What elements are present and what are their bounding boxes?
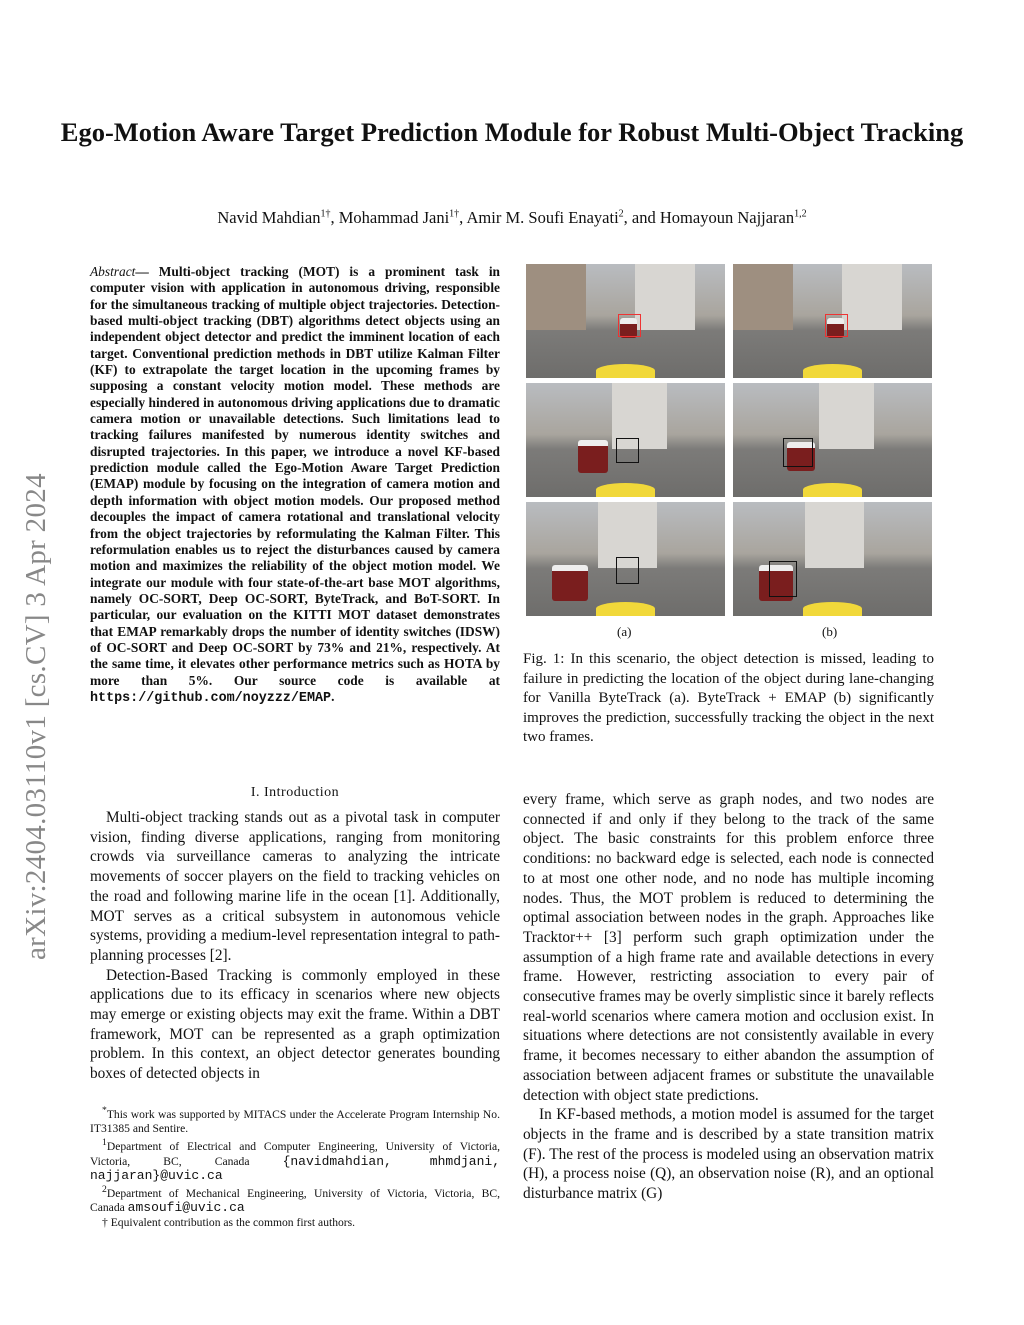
paragraph: Detection-Based Tracking is commonly employed in these applications due to its efficacy in scenarios where new objects may emerge or existing objects may exit the frame. Within a DBT framework, MOT can be represented as a graph optimization problem. In this context, an object detector generates bounding boxes of detected objects in: [90, 966, 500, 1083]
author-affiliation-mark: 1†: [320, 208, 331, 220]
paragraph: In KF-based methods, a motion model is assumed for the target objects in the frame and is described by a state transition matrix (F). The rest of the process is modeled using an observation matrix (H), a process noise (Q), an observation noise (R), and an optional disturbance matrix (G): [523, 1106, 934, 1203]
arxiv-identifier: arXiv:2404.03110v1 [cs.CV] 3 Apr 2024: [20, 473, 52, 960]
abstract-text: — Multi-object tracking (MOT) is a prominent task in computer vision with application in autonomous driving, responsible for the simultaneous tracking of multiple object trajectories. Detection-based multi-object tracking (DBT) algorithms detect objects using an independent object detector and predict the imminent location of each target. Conventional prediction methods in DBT utilize Kalman Filter (KF) to extrapolate the target location in the upcoming frames by supposing a constant velocity motion model. These methods are especially hindered in autonomous driving applications due to dramatic camera motion or unavailable detections. Such limitations lead to tracking failures manifested by numerous identity switches and disrupted trajectories. In this paper, we introduce a novel KF-based prediction module called the Ego-Motion Aware Target Prediction (EMAP) module by focusing on the integration of camera motion and depth information with object motion models. Our proposed method decouples the impact of camera rotational and translational velocity from the object trajectories by reformulating the Kalman Filter. This reformulation enables us to reject the disturbances caused by camera motion and maximizes the reliability of the object motion model. We integrate our module with four state-of-the-art base MOT algorithms, namely OC-SORT, Deep OC-SORT, ByteTrack, and BoT-SORT. In particular, our evaluation on the KITTI MOT dataset demonstrates that EMAP remarkably drops the number of identity switches (IDSW) of OC-SORT and Deep OC-SORT by 73% and 21%, respectively. At the same time, it elevates other performance metrics such as HOTA by more than 5%. Our source code is available at: [90, 264, 500, 688]
author-name: Amir M. Soufi Enayati: [466, 208, 619, 227]
subcaption-a: (a): [617, 624, 632, 639]
footnotes: [90, 1104, 500, 1230]
author-affiliation-mark: 1,2: [794, 208, 807, 220]
footnote-affiliation-2: Department of Mechanical Engineering, University of Victoria, Victoria, BC, Canada: [90, 1187, 500, 1215]
section-heading-introduction: I. Introduction: [250, 785, 340, 800]
author-list: Navid Mahdian$^{1\dagger}$, Mohammad Jani$^{1\dagger}$, Amir M. Soufi Enayati$^2$, and Homayoun Najjaran$^{1,2}$: [217, 208, 807, 227]
frame-image-b3: [733, 502, 932, 616]
frame-image-a1: [526, 264, 725, 378]
footnote-mark: 1: [102, 1137, 107, 1149]
right-column-text: [523, 790, 934, 1204]
subcaption-b: (b): [822, 624, 838, 639]
paragraph: every frame, which serve as graph nodes, and two nodes are connected if and only if they belong to the track of the same object. The basic constraints for this problem enforce three conditions: no backward edge is selected, each node is connected to at most one other node, and no node has multiple incoming nodes. Thus, the MOT problem is reduced to determining the optimal association between nodes in the graph. Approaches like Tracktor++ [3] perform such graph optimization under the assumption of a high frame rate and available detections in every frame. However, restricting association to every pair of consecutive frames may be overly simplistic since it barely reflects real-world scenarios where camera motion and occlusion exist. In situations where detections are not consistently available in every frame, it becomes necessary to either abandon the assumption of association between adjacent frames or substitute the unavailable detection with object state predictions.: [523, 791, 934, 1104]
source-code-link[interactable]: https://github.com/noyzzz/EMAP: [90, 690, 332, 706]
footnote-affiliation-1: Department of Electrical and Computer Engineering, University of Victoria, Victoria, BC, Canada: [90, 1140, 500, 1168]
affiliation-2-email: amsoufi@uvic.ca: [127, 1200, 245, 1216]
introduction-text: [90, 808, 500, 1084]
author-name: Homayoun Najjaran: [659, 208, 795, 227]
author-name: Mohammad Jani: [338, 208, 450, 227]
figure-caption: Fig. 1: In this scenario, the object detection is missed, leading to failure in predicting the location of the object during lane-changing for Vanilla ByteTrack (a). ByteTrack + EMAP (b) significantly improves the prediction, successfully tracking the object in the next two frames.: [523, 651, 934, 745]
abstract-label: Abstract: [90, 264, 136, 279]
abstract-end: .: [331, 688, 335, 704]
paper-title: Ego-Motion Aware Target Prediction Module for Robust Multi-Object Tracking: [60, 117, 964, 147]
frame-image-a3: [526, 502, 725, 616]
author-affiliation-mark: 2: [618, 208, 624, 220]
footnote-mark: *: [102, 1105, 107, 1116]
paragraph: Multi-object tracking stands out as a pivotal task in computer vision, finding diverse applications, ranging from monitoring crowds via surveillance cameras to analyzing the intricate movements of soccer players on the field to tracking vehicles on the road and following marine life in the ocean [1]. Additionally, MOT serves as a critical subsystem in autonomous vehicle systems, providing a medium-level representation integral to path-planning processes [2].: [90, 809, 500, 964]
frame-image-b2: [733, 383, 932, 497]
frame-image-a2: [526, 383, 725, 497]
affiliation-1-emails: {navidmahdian, mhmdjani, najjaran}@uvic.ca: [90, 1153, 500, 1183]
footnote-equal-contribution: † Equivalent contribution as the common first authors.: [102, 1215, 356, 1229]
author-name: Navid Mahdian: [217, 208, 321, 227]
footnote-mark: 2: [102, 1184, 107, 1196]
footnote-support: This work was supported by MITACS under the Accelerate Program Internship No. IT31385 and Sentire.: [90, 1107, 500, 1136]
author-affiliation-mark: 1†: [449, 208, 460, 220]
abstract: [90, 264, 500, 707]
frame-image-b1: [733, 264, 932, 378]
